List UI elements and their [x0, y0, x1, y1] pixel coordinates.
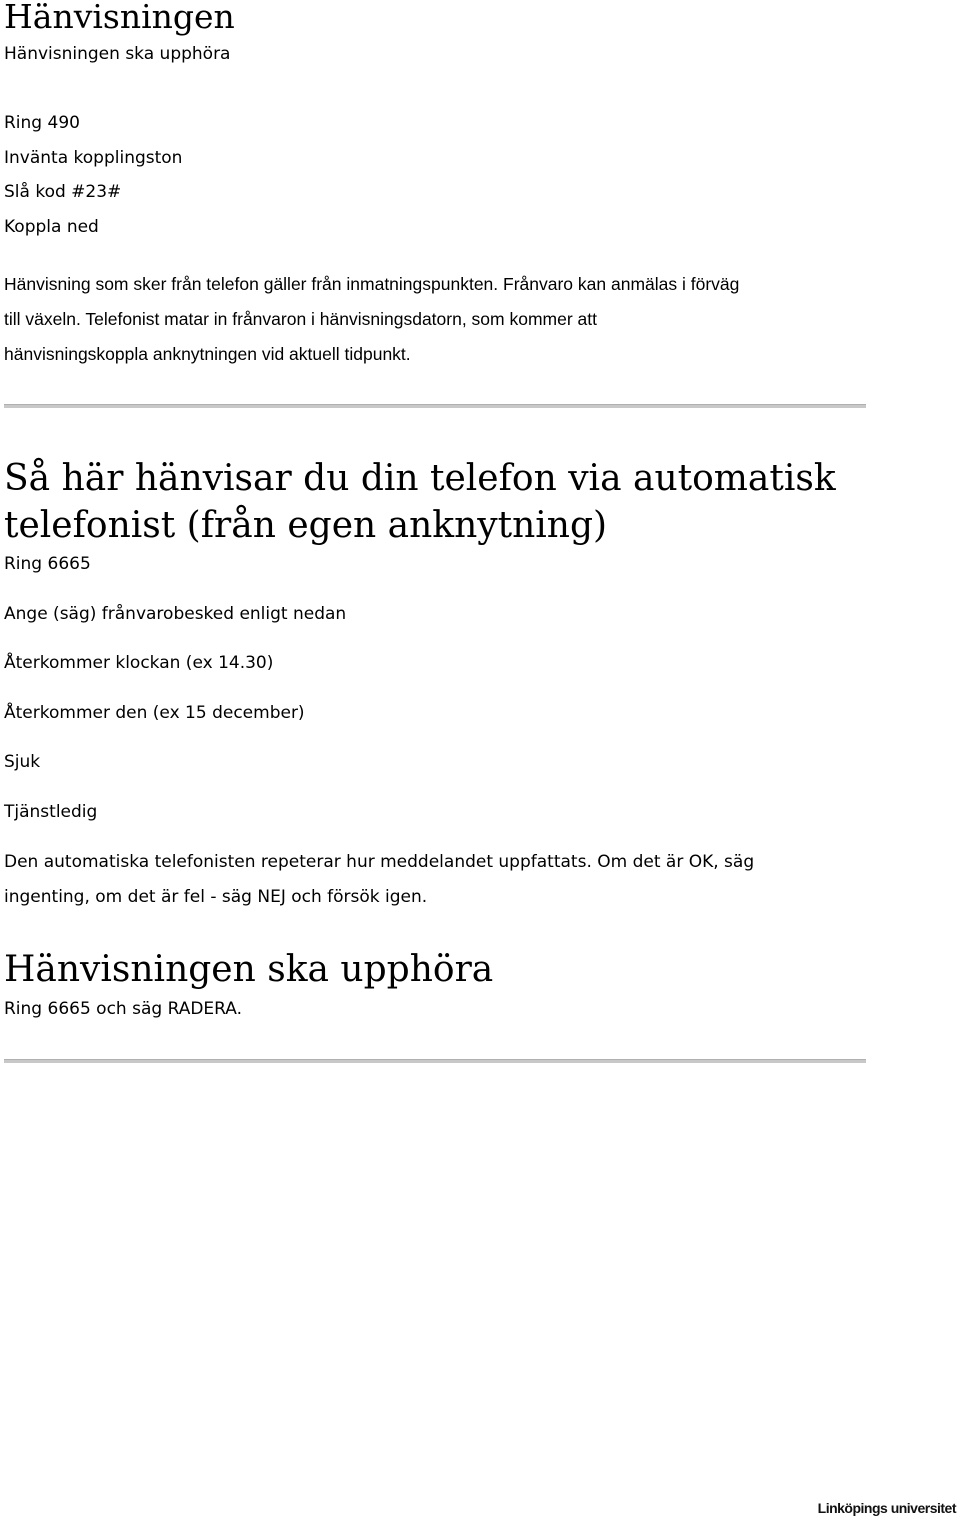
- step-item: Koppla ned: [4, 216, 99, 237]
- instruction-item: Sjuk: [4, 752, 41, 772]
- section-heading: [4, 455, 904, 549]
- steps-list: [4, 106, 182, 244]
- section-divider: [4, 404, 866, 408]
- step-item: Slå kod #23#: [4, 182, 122, 202]
- paragraph-line: Hänvisning som sker från telefon gäller från inmatningspunkten. Frånvaro kan anmälas i förväg: [4, 274, 740, 294]
- end-text: Ring 6665 och säg RADERA.: [4, 999, 243, 1019]
- section-heading-line: telefonist (från egen anknytning): [4, 505, 608, 546]
- paragraph-line: hänvisningskoppla anknytningen vid aktuell tidpunkt.: [4, 344, 411, 364]
- note-paragraph: [4, 845, 754, 915]
- page-subtitle: Hänvisningen ska upphöra: [4, 44, 231, 64]
- section-heading-line: Så här hänvisar du din telefon via automatisk: [4, 458, 836, 499]
- section-divider: [4, 1059, 866, 1063]
- step-item: Invänta kopplingston: [4, 147, 183, 168]
- page-title: Hänvisningen: [4, 0, 235, 36]
- step-item: Ring 490: [4, 113, 80, 133]
- paragraph-line: till växeln. Telefonist matar in frånvaron i hänvisningsdatorn, som kommer att: [4, 309, 598, 329]
- instruction-item: Ange (säg) frånvarobesked enligt nedan: [4, 603, 347, 624]
- instruction-item: Ring 6665: [4, 554, 91, 574]
- instruction-item: Tjänstledig: [4, 801, 98, 822]
- instruction-item: Återkommer klockan (ex 14.30): [4, 653, 274, 673]
- university-logo: Linköpings universitet: [817, 1500, 956, 1516]
- end-heading: Hänvisningen ska upphöra: [4, 949, 494, 990]
- info-paragraph: [4, 267, 884, 372]
- instruction-list: [4, 552, 346, 849]
- note-line: Den automatiska telefonisten repeterar hur meddelandet uppfattats. Om det är OK, säg: [4, 852, 755, 872]
- note-line: ingenting, om det är fel - säg NEJ och försök igen.: [4, 887, 428, 907]
- instruction-item: Återkommer den (ex 15 december): [4, 702, 305, 723]
